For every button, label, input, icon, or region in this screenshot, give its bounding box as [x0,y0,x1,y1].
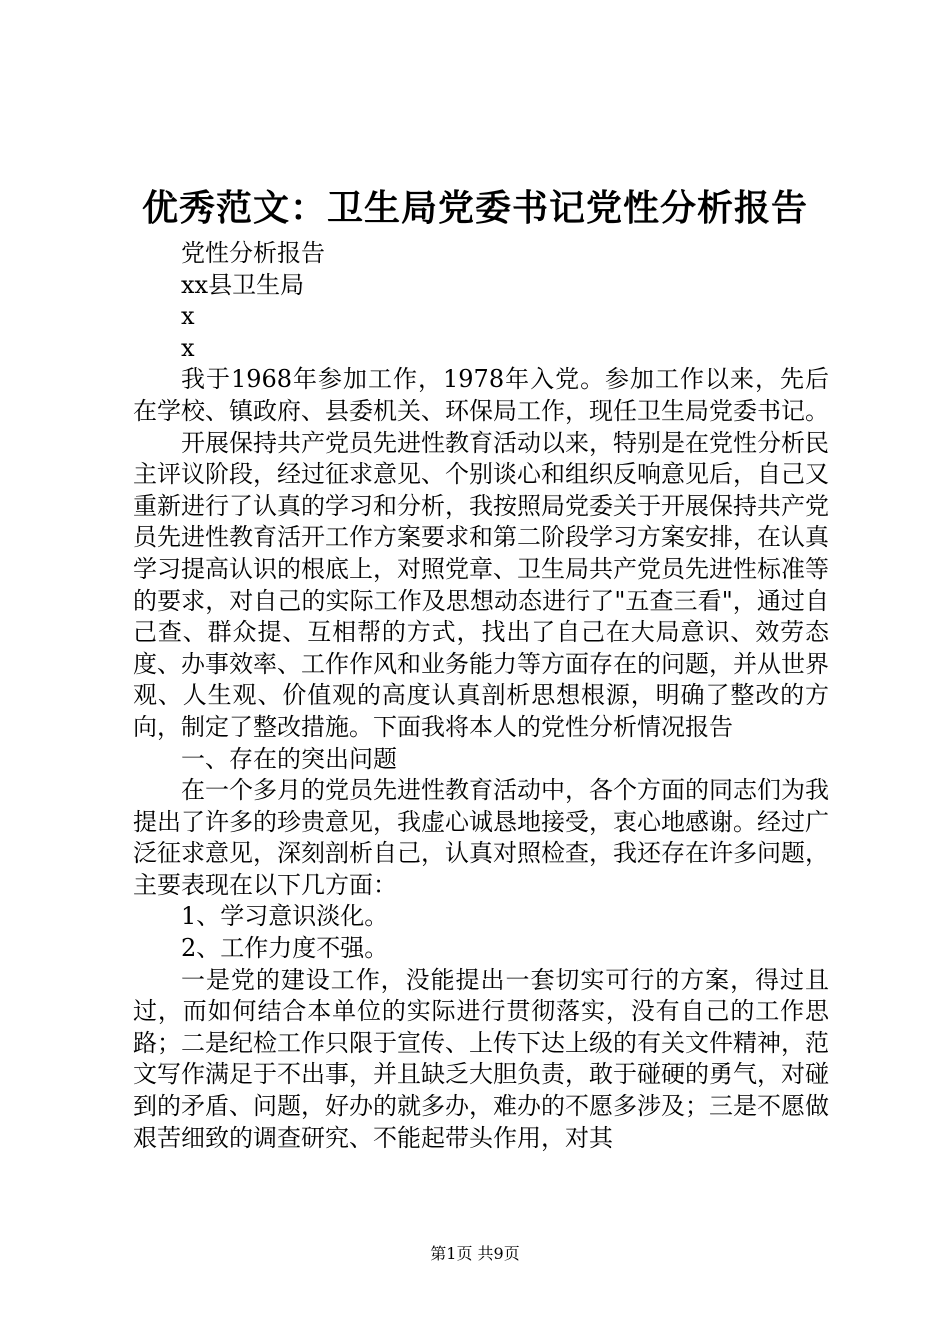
paragraph-placeholder: x [181,302,195,331]
paragraph-issues-intro: 在一个多月的党员先进性教育活动中，各个方面的同志们为我提出了许多的珍贵意见，我虚心诚恳地接受，衷心地感谢。经过广泛征求意见，深刻剖析自己，认真对照检查，我还存在许多问题，主要表现在以下几方面： [133,776,829,899]
page-footer: 第1页 共9页 [430,1244,520,1263]
paragraph-background: 开展保持共产党员先进性教育活动以来，特别是在党性分析民主评议阶段，经过征求意见、个别谈心和组织反响意见后，自己又重新进行了认真的学习和分析，我按照局党委关于开展保持共产党员先进性教育活开工作方案要求和第二阶段学习方案安排，在认真学习提高认识的根底上，对照党章、卫生局共产党员先进性标准等的要求，对自己的实际工作及思想动态进行了"五查三看"，通过自己查、群众提、互相帮的方式，找出了自己在大局意识、效劳态度、办事效率、工作作风和业务能力等方面存在的问题，并从世界观、人生观、价值观的高度认真剖析思想根源，明确了整改的方向，制定了整改措施。下面我将本人的党性分析情况报告 [133,428,829,741]
document-body [133,238,829,1154]
paragraph-details: 一是党的建设工作，没能提出一套切实可行的方案，得过且过，而如何结合本单位的实际进行贯彻落实，没有自己的工作思路；二是纪检工作只限于宣传、上传下达上级的有关文件精神，范文写作满足于不出事，并且缺乏大胆负责，敢于碰硬的勇气，对碰到的矛盾、问题，好办的就多办，难办的不愿多涉及；三是不愿做艰苦细致的调查研究、不能起带头作用，对其 [133,965,829,1152]
section-heading: 一、存在的突出问题 [181,744,397,773]
paragraph-heading: 党性分析报告 [181,239,325,267]
list-item: 2、工作力度不强。 [181,934,389,963]
paragraph-organization: xx县卫生局 [181,270,305,299]
list-item: 1、学习意识淡化。 [181,902,389,931]
paragraph-intro: 我于1968年参加工作，1978年入党。参加工作以来，先后在学校、镇政府、县委机关、环保局工作，现任卫生局党委书记。 [133,365,829,425]
document-title: 优秀范文：卫生局党委书记党性分析报告 [141,187,808,229]
paragraph-placeholder: x [181,333,195,362]
